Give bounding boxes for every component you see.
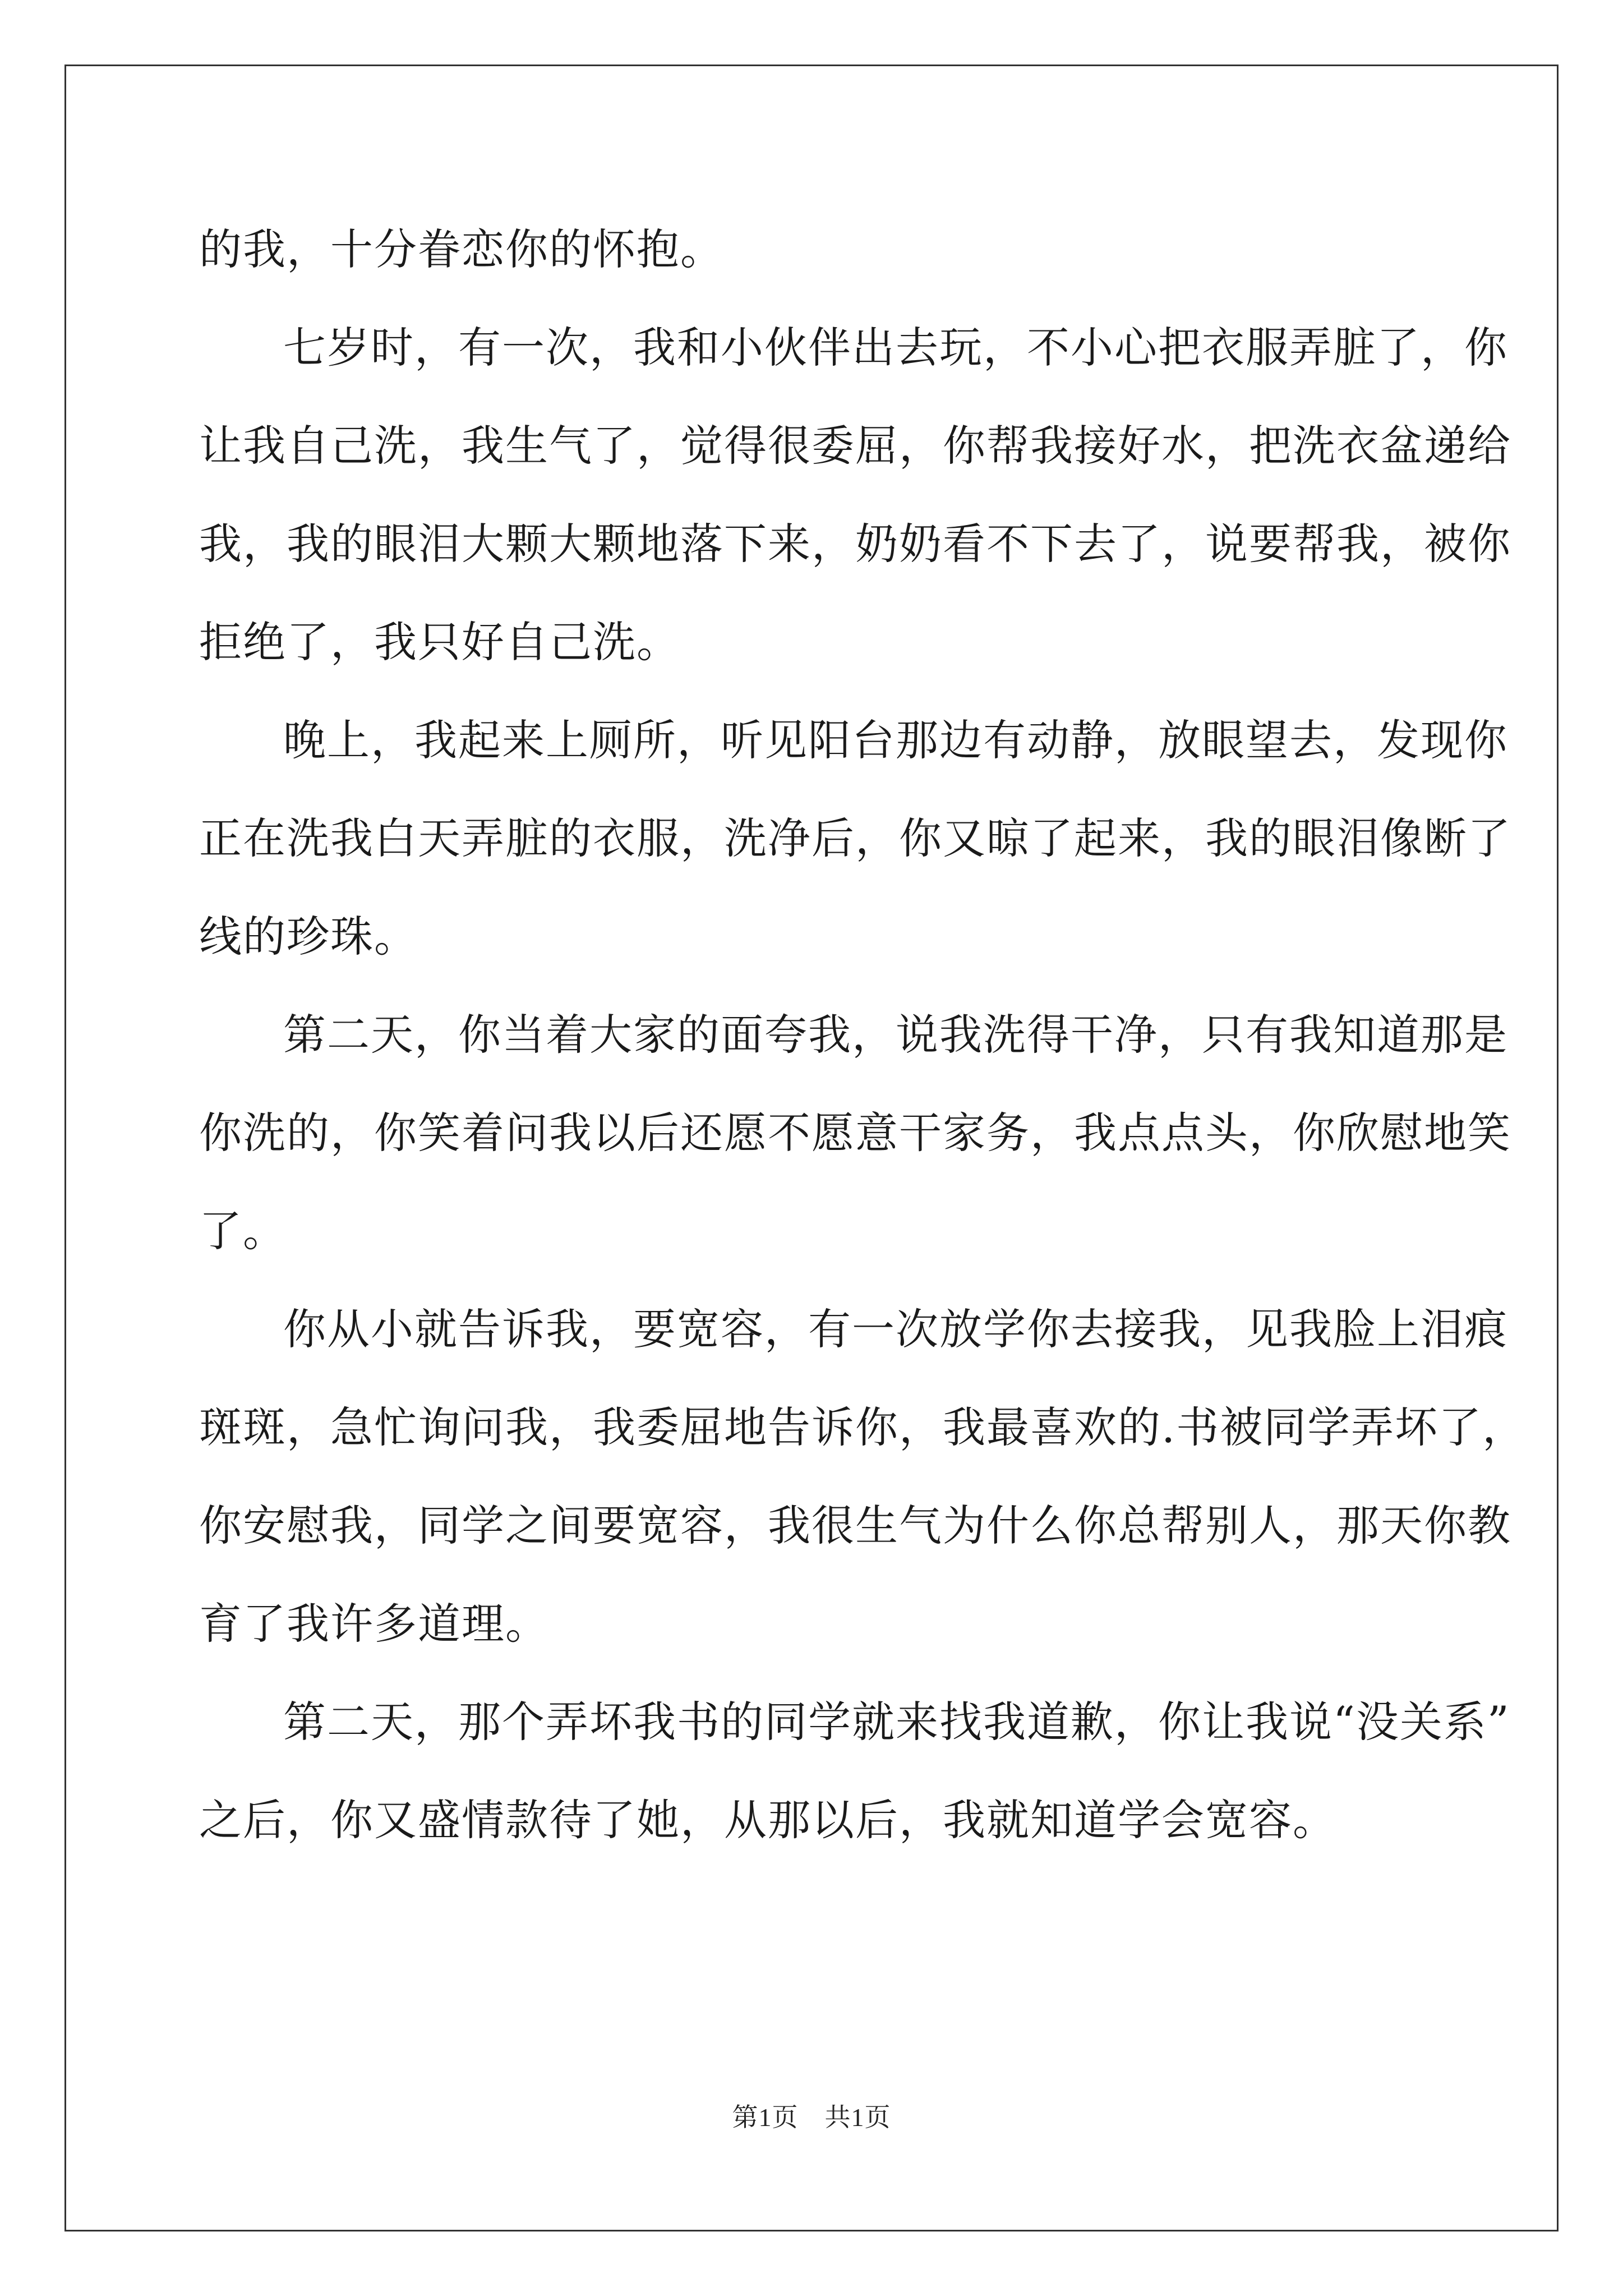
text-line: 的我，十分眷恋你的怀抱。 — [199, 224, 724, 274]
paragraph-5 — [199, 1296, 1527, 1688]
paragraph-1 — [199, 216, 1433, 314]
document-body — [199, 216, 1527, 1885]
text-line: 你从小就告诉我，要宽容，有一次放学你去接我，见我脸上泪痕 — [283, 1304, 1508, 1354]
text-line: 晚上，我起来上厕所，听见阳台那边有动静，放眼望去，发现你 — [283, 715, 1508, 765]
text-line: 七岁时，有一次，我和小伙伴出去玩，不小心把衣服弄脏了，你 — [283, 323, 1508, 372]
text-line: 斑斑，急忙询问我，我委屈地告诉你，我最喜欢的.书被同学弄坏了， — [199, 1402, 1527, 1452]
text-line: 你洗的，你笑着问我以后还愿不愿意干家务，我点点头，你欣慰地笑 — [199, 1108, 1511, 1158]
text-line: 你安慰我，同学之间要宽容，我很生气为什么你总帮别人，那天你教 — [199, 1501, 1511, 1550]
text-line: 第二天，那个弄坏我书的同学就来找我道歉，你让我说“没关系” — [283, 1697, 1510, 1747]
text-line: 第二天，你当着大家的面夸我，说我洗得干净，只有我知道那是 — [283, 1010, 1508, 1060]
text-line: 正在洗我白天弄脏的衣服，洗净后，你又晾了起来，我的眼泪像断了 — [199, 813, 1511, 863]
text-line: 让我自己洗，我生气了，觉得很委屈，你帮我接好水，把洗衣盆递给 — [199, 421, 1511, 471]
text-line: 之后，你又盛情款待了她，从那以后，我就知道学会宽容。 — [199, 1795, 1336, 1845]
text-line: 育了我许多道理。 — [199, 1599, 549, 1649]
paragraph-2 — [199, 314, 1511, 707]
paragraph-3 — [199, 707, 1511, 1001]
text-line: 拒绝了，我只好自己洗。 — [199, 617, 680, 667]
page-number-footer: 第1页 共1页 — [732, 2103, 891, 2132]
text-line: 我，我的眼泪大颗大颗地落下来，奶奶看不下去了，说要帮我，被你 — [199, 519, 1511, 569]
paragraph-6 — [199, 1688, 1510, 1885]
text-line: 了。 — [199, 1206, 287, 1256]
text-line: 线的珍珠。 — [199, 912, 418, 961]
paragraph-4 — [199, 1001, 1511, 1296]
